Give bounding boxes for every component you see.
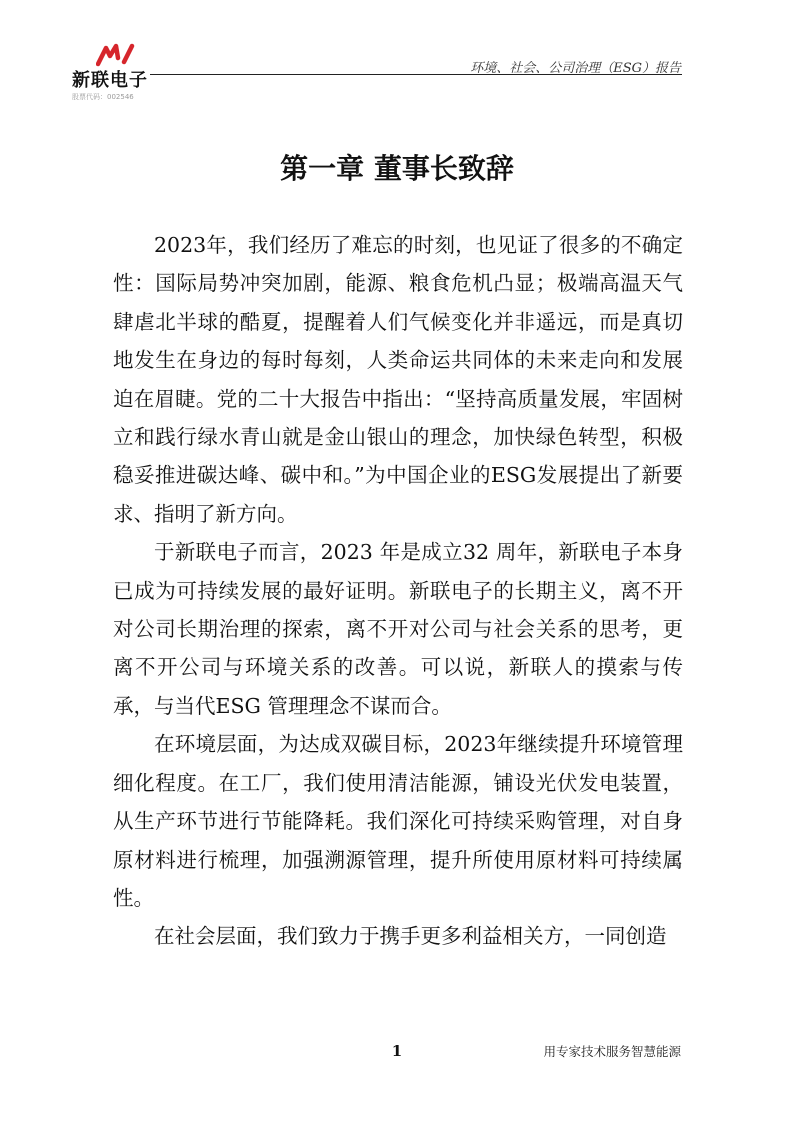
paragraph-2: 于新联电子而言，2023 年是成立32 周年，新联电子本身已成为可持续发展的最好证明。新联电子的长期主义，离不开对公司长期治理的探索，离不开对公司与社会关系的思考，更离不开公司与环境关系的改善。可以说，新联人的摸索与传承，与当代ESG 管理理念不谋而合。: [113, 540, 683, 718]
page-number: 1: [391, 1042, 403, 1060]
stock-code: 股票代码：002546: [72, 93, 134, 101]
company-logo: [72, 42, 162, 102]
paragraph-3: 在环境层面，为达成双碳目标，2023年继续提升环境管理细化程度。在工厂，我们使用清洁能源，铺设光伏发电装置，从生产环节进行节能降耗。我们深化可持续采购管理，对自身原材料进行梳理，加强溯源管理，提升所使用原材料可持续属性。: [113, 732, 683, 910]
letter-body: [113, 226, 683, 956]
report-title: 环境、社会、公司治理（ESG）报告: [470, 61, 681, 76]
paragraph-1: 2023年，我们经历了难忘的时刻，也见证了很多的不确定性：国际局势冲突加剧，能源、粮食危机凸显；极端高温天气肆虐北半球的酷夏，提醒着人们气候变化并非遥远，而是真切地发生在身边的每时每刻，人类命运共同体的未来走向和发展迫在眉睫。党的二十大报告中指出：“坚持高质量发展，牢固树立和践行绿水青山就是金山银山的理念，加快绿色转型，积极稳妥推进碳达峰、碳中和。”为中国企业的ESG发展提出了新要求、指明了新方向。: [113, 233, 683, 526]
logo-mark-icon: [96, 42, 136, 68]
footer-slogan: 用专家技术服务智慧能源: [543, 1044, 681, 1059]
paragraph-4: 在社会层面，我们致力于携手更多利益相关方，一同创造: [154, 924, 667, 949]
chapter-title: 第一章 董事长致辞: [280, 152, 514, 185]
logo-text: 新联电子: [72, 70, 148, 91]
